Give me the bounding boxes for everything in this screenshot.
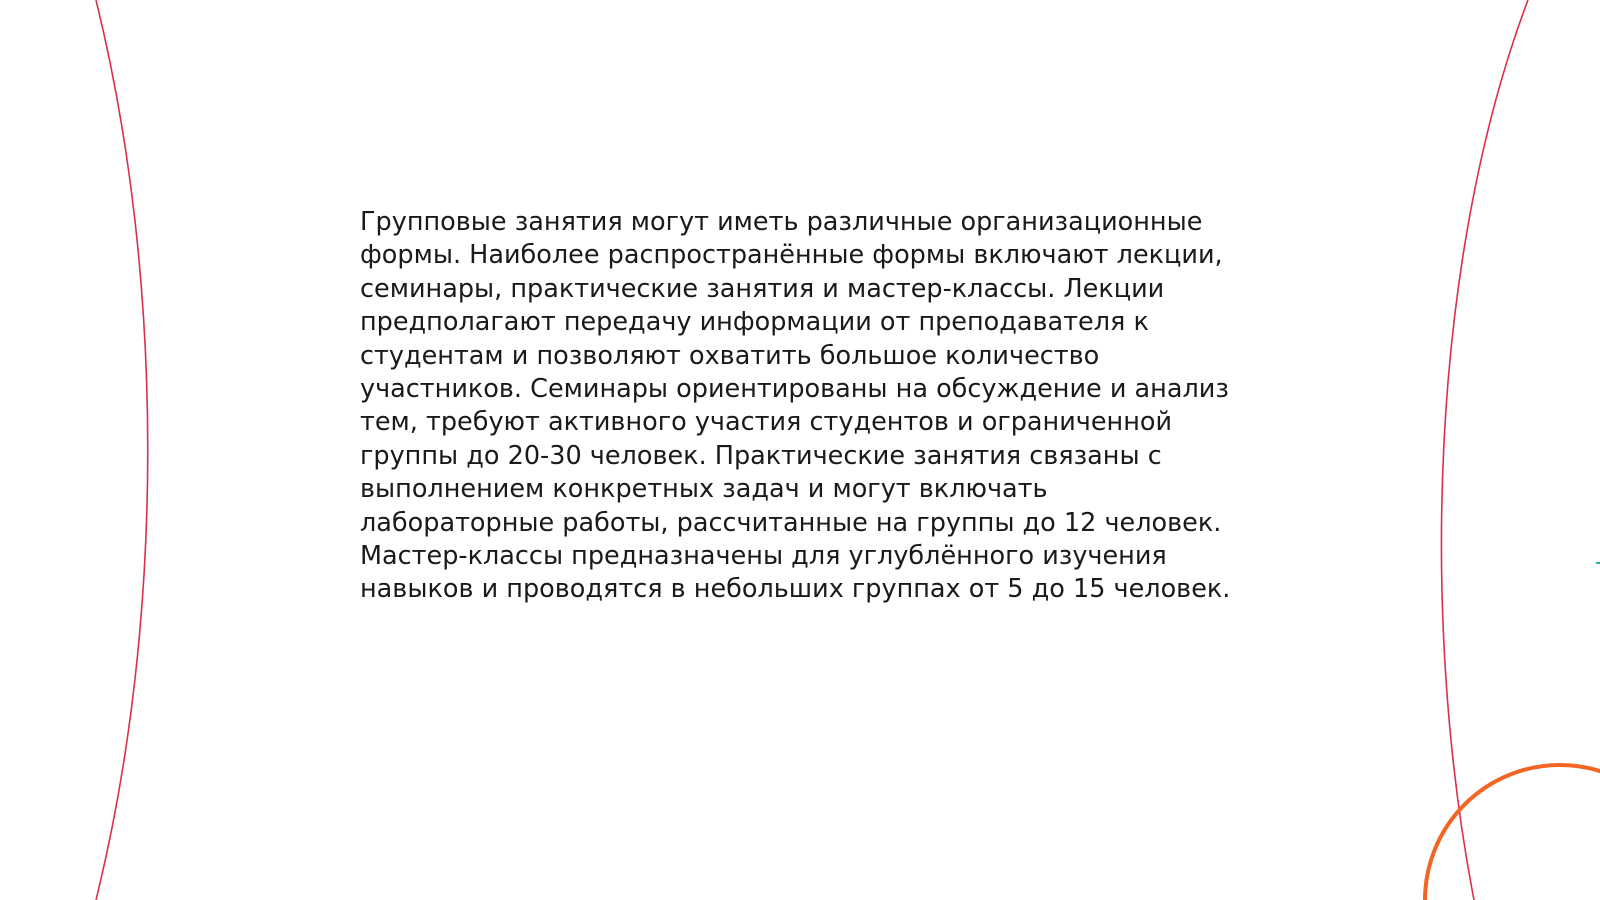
right-curve-line [1441,0,1528,900]
orange-circle-outline [1425,765,1600,900]
body-paragraph: Групповые занятия могут иметь различные организационные формы. Наиболее распространённые формы включают лекции, семинары, практические занятия и мастер-классы. Лекции предполагают передачу информации от преподавателя к студентам и позволяют охватить большое количество участников. Семинары ориентированы на обсуждение и анализ тем, требуют активного участия студентов и ограниченной группы до 20-30 человек. Практические занятия связаны с выполнением конкретных задач и могут включать лабораторные работы, рассчитанные на группы до 12 человек. Мастер-классы предназначены для углублённого изучения навыков и проводятся в небольших группах от 5 до 15 человек. [360,207,1231,605]
left-curve-line [96,0,148,900]
